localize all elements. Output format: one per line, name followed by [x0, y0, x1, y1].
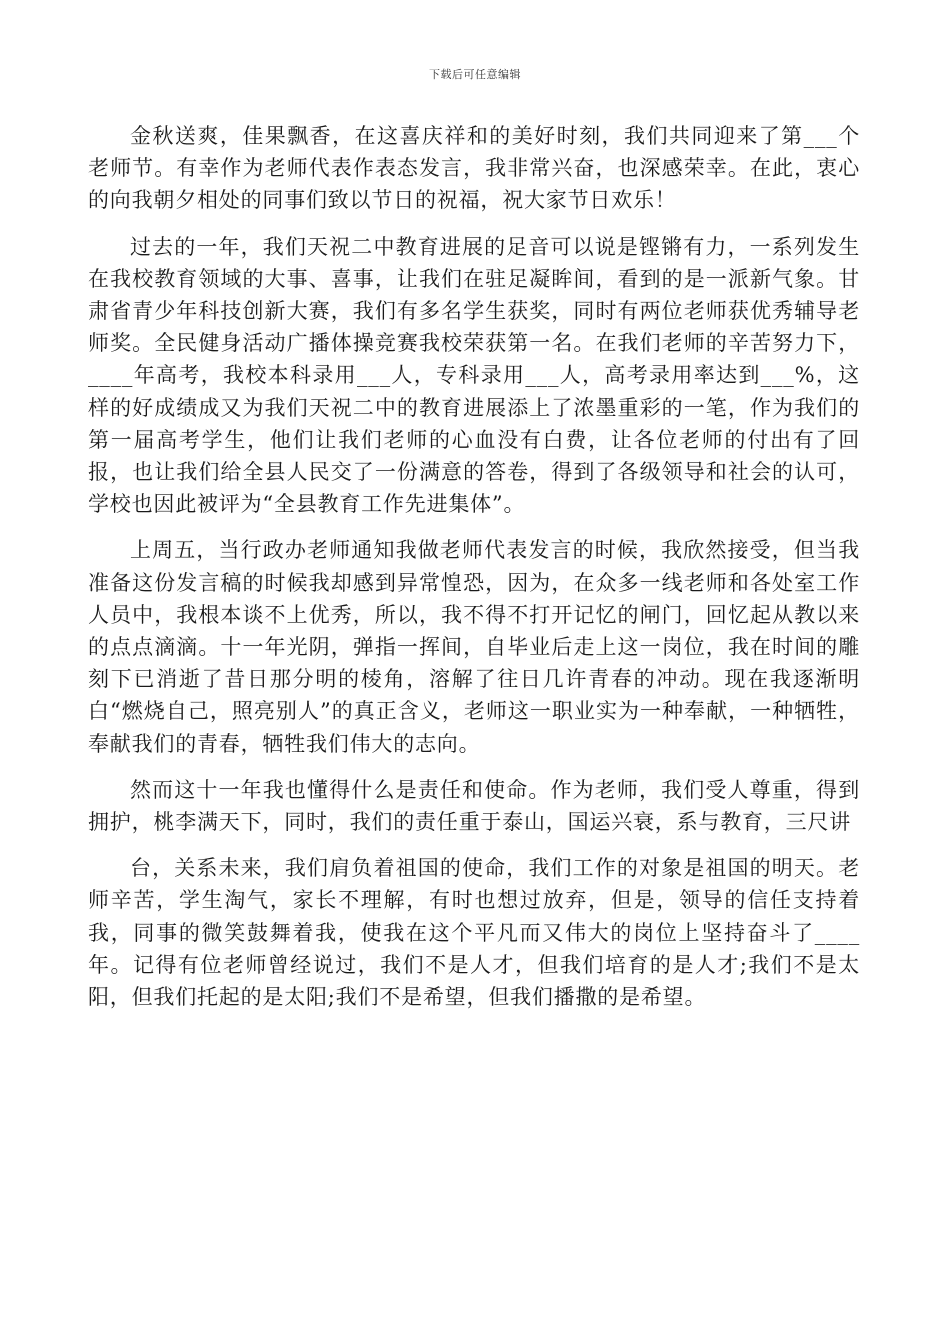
- paragraph-reflection: 上周五，当行政办老师通知我做老师代表发言的时候，我欣然接受，但当我准备这份发言稿的时候我却感到异常惶恐，因为，在众多一线老师和各处室工作人员中，我根本谈不上优秀，所以，我不得不打开记忆的闸门，回忆起从教以来的点点滴滴。十一年光阴，弹指一挥间，自毕业后走上这一岗位，我在时间的雕刻下已消逝了昔日那分明的棱角，溶解了往日几许青春的冲动。现在我逐渐明白“燃烧自己，照亮别人”的真正含义，老师这一职业实为一种奉献，一种牺牲，奉献我们的青春，牺牲我们伟大的志向。: [88, 538, 860, 756]
- paragraph-achievements: 过去的一年，我们天祝二中教育进展的足音可以说是铿锵有力，一系列发生在我校教育领域的大事、喜事，让我们在驻足凝眸间，看到的是一派新气象。甘肃省青少年科技创新大赛，我们有多名学生获奖，同时有两位老师获优秀辅导老师奖。全民健身活动广播体操竞赛我校荣获第一名。在我们老师的辛苦努力下，____年高考，我校本科录用___人，专科录用___人，高考录用率达到___%，这样的好成绩成又为我们天祝二中的教育进展添上了浓墨重彩的一笔，作为我们的第一届高考学生，他们让我们老师的心血没有白费，让各位老师的付出有了回报，也让我们给全县人民交了一份满意的答卷，得到了各级领导和社会的认可，学校也因此被评为“全县教育工作先进集体”。: [88, 234, 860, 517]
- paragraph-perseverance: 台，关系未来，我们肩负着祖国的使命，我们工作的对象是祖国的明天。老师辛苦，学生淘气，家长不理解，有时也想过放弃，但是，领导的信任支持着我，同事的微笑鼓舞着我，使我在这个平凡而又伟大的岗位上坚持奋斗了____年。记得有位老师曾经说过，我们不是人才，但我们培育的是人才;我们不是太阳，但我们托起的是太阳;我们不是希望，但我们播撒的是希望。: [88, 856, 860, 1010]
- paragraph-greeting: 金秋送爽，佳果飘香，在这喜庆祥和的美好时刻，我们共同迎来了第___个老师节。有幸作为老师代表作表态发言，我非常兴奋，也深感荣幸。在此，衷心的向我朝夕相处的同事们致以节日的祝福，祝大家节日欢乐！: [88, 124, 860, 213]
- page-header-note: 下载后可任意编辑: [429, 68, 521, 81]
- document-body: [88, 120, 860, 1027]
- paragraph-responsibility: 然而这十一年我也懂得什么是责任和使命。作为老师，我们受人尊重，得到拥护，桃李满天下，同时，我们的责任重于泰山，国运兴衰，系与教育，三尺讲: [88, 777, 860, 835]
